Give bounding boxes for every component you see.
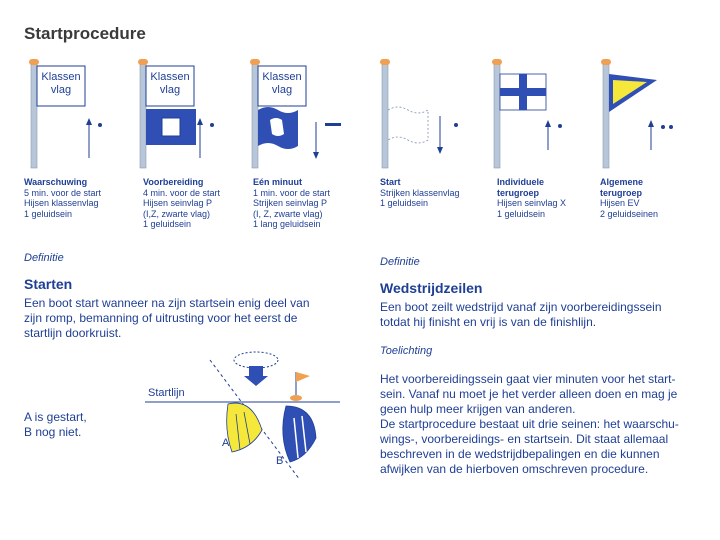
- boat-a-icon: [227, 403, 262, 452]
- text-line: De startprocedure bestaat uit drie seinen: het waarschu-: [380, 417, 679, 431]
- caption-line: Strijken seinvlag P: [253, 198, 328, 208]
- caption-line: 2 geluidseinen: [600, 208, 659, 219]
- caption-preparation: [143, 177, 220, 230]
- sound-signal-dot-icon: [210, 123, 214, 127]
- text-line: Een boot zeilt wedstrijd vanaf zijn voorbereidingssein: [380, 300, 662, 314]
- flag-sequence-illustration: [0, 0, 720, 180]
- text-line: beschreven in de wedstrijdbepalingen en die kunnen: [380, 447, 660, 461]
- caption-line: 4 min. voor de start: [143, 187, 221, 198]
- arrow-down-icon: [437, 116, 443, 154]
- sound-signal-dot-icon: [669, 125, 673, 129]
- start-flag-pole: [380, 59, 390, 168]
- arrow-up-icon: [545, 120, 551, 150]
- arrow-up-icon: [86, 118, 92, 158]
- caption-title: Voorbereiding: [143, 177, 204, 187]
- first-substitute-pennant: [609, 74, 657, 112]
- caption-line: 1 geluidsein: [380, 198, 429, 208]
- p-flag: [146, 109, 196, 145]
- sound-signal-dot-icon: [454, 123, 458, 127]
- text-line: zijn romp, bemanning of uitrusting voor het eerst de: [24, 311, 298, 325]
- p-flag-lowering: [258, 107, 298, 149]
- caption-title: Start: [380, 177, 401, 187]
- caption-title: Eén minuut: [253, 177, 302, 187]
- long-sound-signal-icon: [325, 123, 341, 126]
- text-line: Het voorbereidingssein gaat vier minuten voor het start-: [380, 372, 676, 386]
- boat-b-label: B: [276, 455, 284, 467]
- caption-one-minute: [253, 177, 330, 230]
- boat-a-label: A: [222, 437, 230, 449]
- arrow-up-icon: [648, 120, 654, 150]
- mark-flag-icon: [290, 372, 310, 401]
- toelichting-text: [380, 372, 679, 477]
- caption-general-recall: [600, 177, 658, 219]
- class-flag-2-line1: Klassen: [150, 71, 190, 83]
- x-flag: [500, 74, 546, 110]
- text-line: geen hulp meer krijgen van anderen.: [380, 402, 576, 416]
- page-title: Startprocedure: [24, 24, 146, 43]
- text-line: wings-, voorbereidings- en startsein. Dit staat allemaal: [380, 432, 669, 446]
- heading-wedstrijdzeilen: Wedstrijdzeilen: [380, 280, 483, 296]
- lowered-class-flag-outline: [388, 107, 428, 143]
- arrow-down-icon: [313, 122, 319, 159]
- caption-line: Strijken klassenvlag: [380, 187, 460, 198]
- class-flag-1-line1: Klassen: [41, 71, 81, 83]
- caption-line: (I, Z, zwarte vlag): [253, 208, 323, 219]
- toelichting-label: Toelichting: [380, 345, 433, 357]
- caption-individual-recall: [497, 177, 566, 219]
- caption-line: Hijsen klassenvlag: [24, 198, 99, 208]
- caption-title: Waarschuwing: [24, 177, 88, 187]
- caption-title: Individuele: [497, 177, 545, 187]
- definition-label-left: Definitie: [24, 252, 64, 264]
- boat-b-icon: [283, 406, 316, 462]
- caption-line: 5 min. voor de start: [24, 187, 102, 198]
- caption-line: B nog niet.: [24, 425, 82, 439]
- definition-label-right: Definitie: [380, 256, 420, 268]
- text-line: sein. Vanaf nu moet je het verder alleen doen en mag je: [380, 387, 678, 401]
- caption-line: 1 lang geluidsein: [253, 219, 321, 229]
- caption-title: Algemene: [600, 177, 644, 187]
- diagram-caption: [24, 410, 87, 440]
- caption-start: [380, 177, 460, 209]
- caption-line: 1 min. voor de start: [253, 187, 331, 198]
- text-line: totdat hij finisht en vrij is van de finishlijn.: [380, 315, 597, 329]
- caption-line: Hijsen seinvlag X: [497, 198, 567, 208]
- text-line: afwijken van de hierboven omschreven procedure.: [380, 462, 649, 476]
- caption-line: 1 geluidsein: [497, 208, 546, 219]
- caption-warning: [24, 177, 101, 219]
- caption-line: A is gestart,: [24, 410, 87, 424]
- caption-line: 1 geluidsein: [143, 219, 192, 229]
- committee-boat-icon: [234, 352, 278, 386]
- caption-line: (I,Z, zwarte vlag): [143, 208, 211, 219]
- caption-title: terugroep: [497, 187, 540, 198]
- class-flag-3-line1: Klassen: [262, 71, 302, 83]
- sound-signal-dot-icon: [661, 125, 665, 129]
- caption-title: terugroep: [600, 187, 643, 198]
- sound-signal-dot-icon: [558, 124, 562, 128]
- text-line: startlijn doorkruist.: [24, 326, 122, 340]
- caption-line: 1 geluidsein: [24, 208, 73, 219]
- class-flag-1-line2: vlag: [50, 84, 72, 96]
- starten-definition-text: [24, 296, 310, 341]
- startline-label: Startlijn: [148, 387, 185, 399]
- arrow-up-icon: [197, 118, 203, 158]
- wedstrijdzeilen-definition-text: [380, 300, 662, 330]
- sound-signal-dot-icon: [98, 123, 102, 127]
- text-line: Een boot start wanneer na zijn startsein enig deel van: [24, 296, 310, 310]
- class-flag-2-line2: vlag: [159, 84, 181, 96]
- caption-line: Hijsen EV: [600, 198, 640, 208]
- class-flag-3-line2: vlag: [271, 84, 293, 96]
- heading-starten: Starten: [24, 276, 73, 292]
- caption-line: Hijsen seinvlag P: [143, 198, 213, 208]
